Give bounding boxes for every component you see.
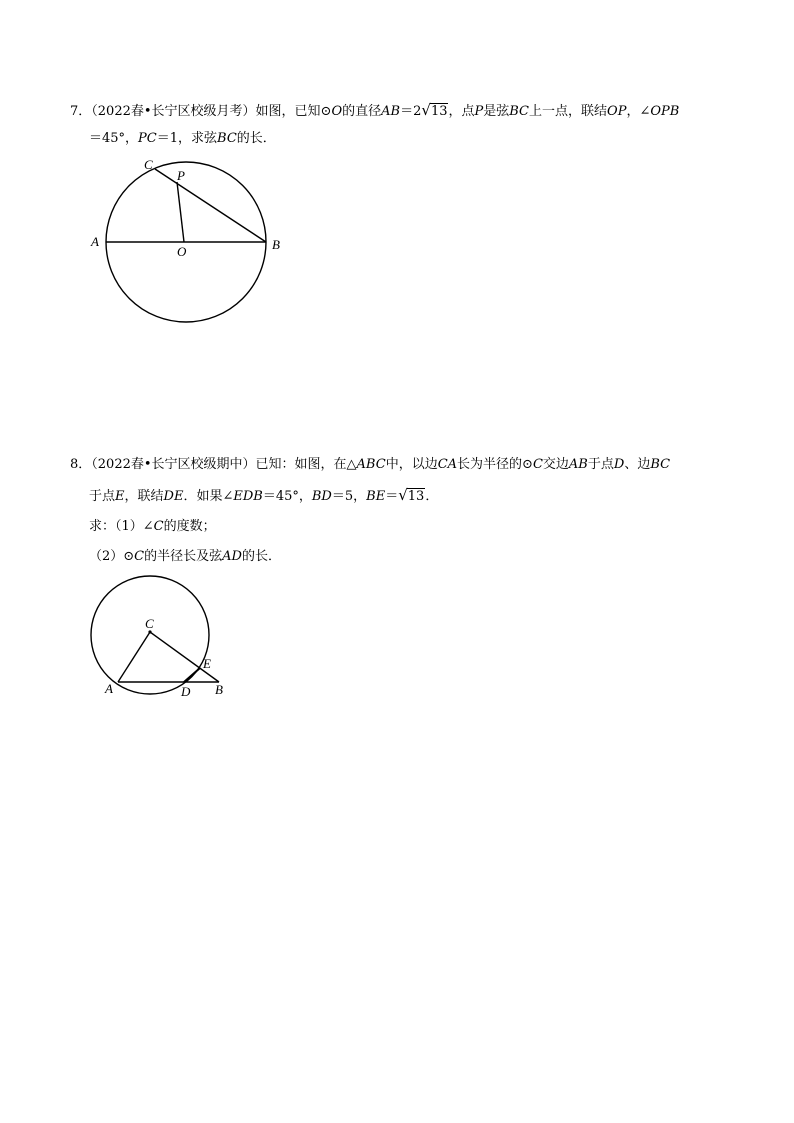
label-c: C (144, 157, 153, 172)
problem-7-line-1: 7．（2022春•长宁区校级月考）如图，已知⊙O的直径AB＝2√13，点P是弦BC上一点，联结OP，∠OPB (70, 101, 680, 119)
label-o: O (177, 244, 187, 259)
segment-ca (118, 632, 150, 682)
label-p: P (177, 168, 185, 183)
problem-8-ask-2: （2）⊙C的半径长及弦AD的长． (89, 549, 281, 564)
problem-source: （2022春•长宁区校级月考） (91, 104, 256, 119)
problem-number: 8． (70, 457, 92, 472)
label-c: C (145, 616, 154, 631)
segment-de (184, 668, 200, 682)
sqrt-sign: √ (398, 486, 408, 504)
problem-source: （2022春•长宁区校级期中） (91, 457, 256, 472)
problem-7-line-2: ＝45°，PC＝1，求弦BC的长． (89, 131, 276, 146)
label-b: B (215, 682, 223, 697)
sqrt-sign: √ (421, 101, 431, 119)
label-a: A (91, 234, 99, 249)
problem-8-line-1: 8．（2022春•长宁区校级期中）已知：如图，在△ABC中，以边CA长为半径的⊙C交边AB于点D、边BC (70, 457, 671, 472)
sqrt-radicand: 13 (407, 489, 425, 504)
problem-8-ask-1: 求：（1）∠C的度数； (89, 519, 216, 534)
problem-8-line-2: 于点E，联结DE．如果∠EDB＝45°，BD＝5，BE＝√13． (89, 486, 439, 504)
label-e: E (203, 656, 211, 671)
problem-number: 7． (70, 104, 92, 119)
label-d: D (181, 684, 191, 699)
sqrt-radicand: 13 (430, 104, 448, 119)
label-b: B (272, 237, 280, 252)
label-a: A (105, 681, 113, 696)
